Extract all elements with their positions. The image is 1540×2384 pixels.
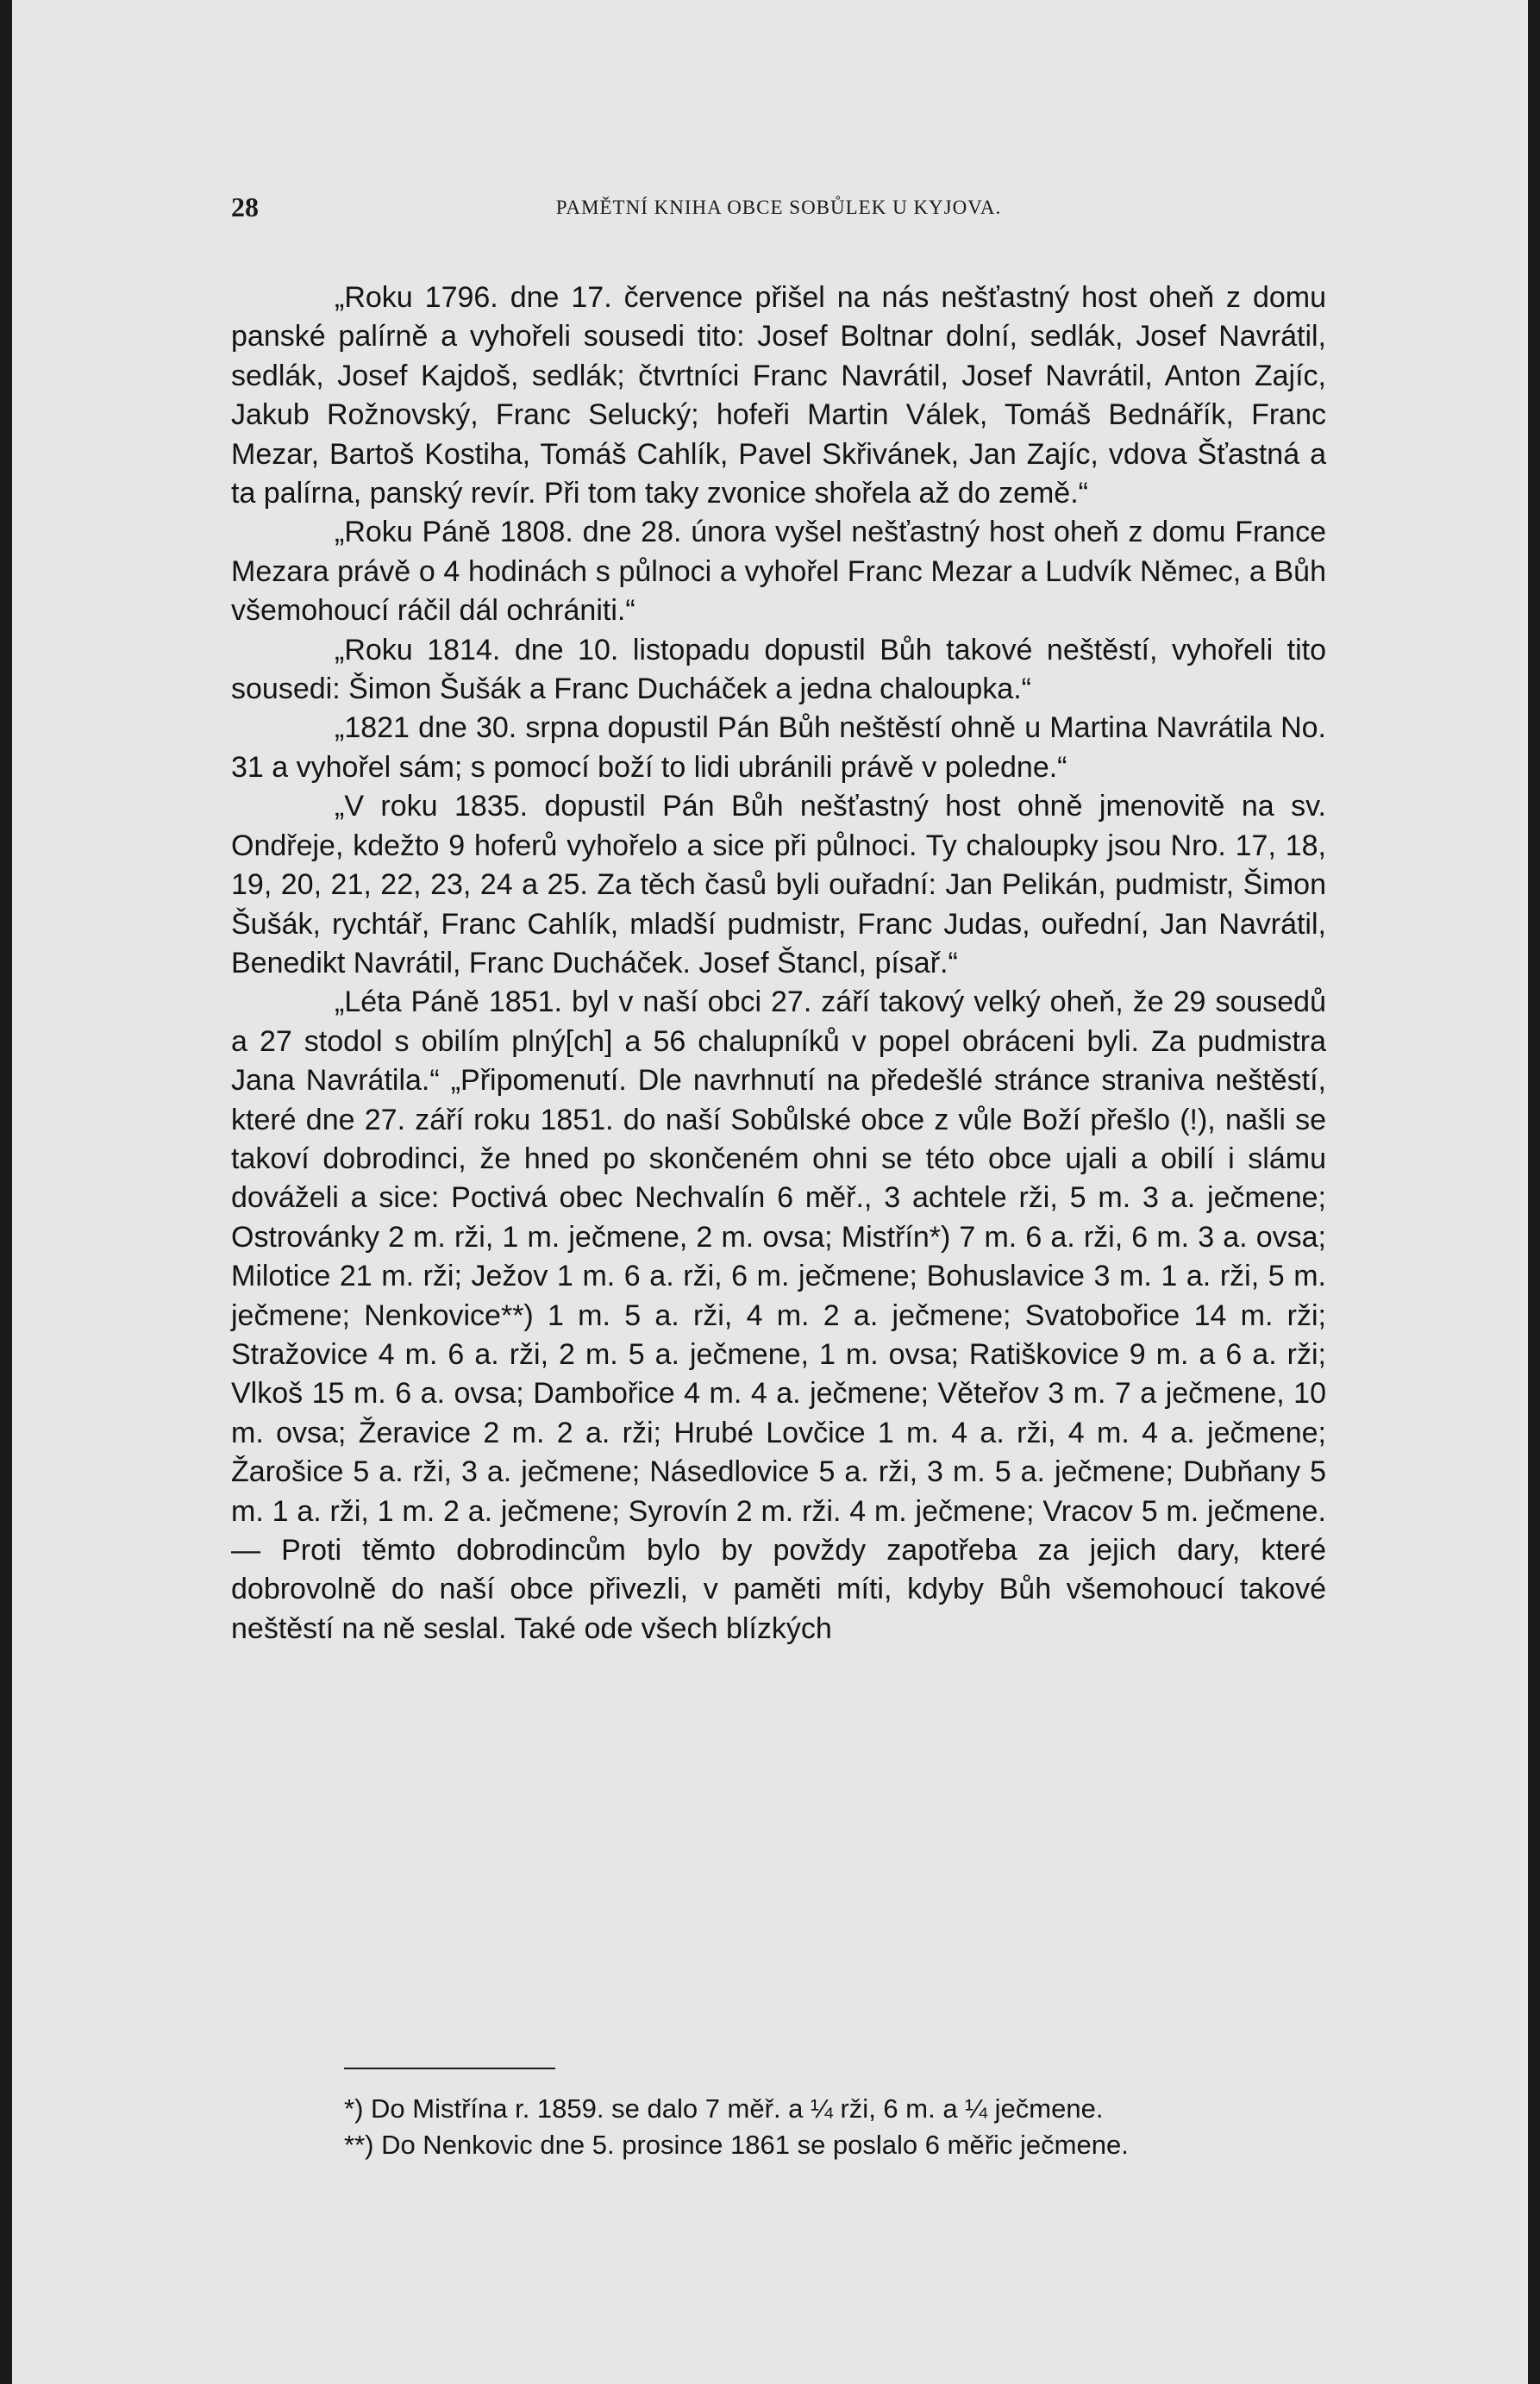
book-page (12, 0, 1528, 2384)
paragraph-1835: „V roku 1835. dopustil Pán Bůh nešťastný host ohně jmenovitě na sv. Ondřeje, kdežto 9 hoferů vyhořelo a sice při půlnoci. Ty chaloupky jsou Nro. 17, 18, 19, 20, 21, 22, 23, 24 a 25. Za těch časů byli ouřadní: Jan Pelikán, pudmistr, Šimon Šušák, rychtář, Franc Cahlík, mladší pudmistr, Franc Judas, ouřední, Jan Navrátil, Benedikt Navrátil, Franc Ducháček. Josef Štancl, písař.“ (231, 790, 1326, 979)
paragraph-1814: „Roku 1814. dne 10. listopadu dopustil Bůh takové neštěstí, vyhořeli tito sousedi: Šimon Šušák a Franc Ducháček a jedna chaloupka.“ (231, 633, 1326, 706)
running-title: PAMĚTNÍ KNIHA OBCE SOBŮLEK U KYJOVA. (555, 197, 1002, 218)
page-number: 28 (231, 191, 259, 222)
footnote-2: **) Do Nenkovic dne 5. prosince 1861 se poslalo 6 měřic ječmene. (344, 2130, 1129, 2160)
footnote-rule (344, 2068, 555, 2069)
page-header (231, 191, 1326, 226)
footnote-1: *) Do Mistřína r. 1859. se dalo 7 měř. a ¼ rži, 6 m. a ¼ ječmene. (344, 2093, 1104, 2124)
paragraph-1808: „Roku Páně 1808. dne 28. února vyšel nešťastný host oheň z domu France Mezara právě o 4 hodinách s půlnoci a vyhořel Franc Mezar a Ludvík Němec, a Bůh všemohoucí ráčil dál ochrániti.“ (231, 516, 1326, 628)
body-text (231, 278, 1326, 1649)
paragraph-1821: „1821 dne 30. srpna dopustil Pán Bůh neštěstí ohně u Martina Navrátila No. 31 a vyhořel sám; s pomocí boží to lidi ubránili právě v poledne.“ (231, 711, 1326, 784)
footnotes (344, 2091, 1327, 2163)
paragraph-1796: „Roku 1796. dne 17. července přišel na nás nešťastný host oheň z domu panské palírně a vyhořeli sousedi tito: Josef Boltnar dolní, sedlák, Josef Navrátil, sedlák, Josef Kajdoš, sedlák; čtvrtníci Franc Navrátil, Josef Navrátil, Anton Zajíc, Jakub Rožnovský, Franc Selucký; hofeři Martin Válek, Tomáš Bednářík, Franc Mezar, Bartoš Kostiha, Tomáš Cahlík, Pavel Skřivánek, Jan Zajíc, vdova Šťastná a ta palírna, panský revír. Při tom taky zvonice shořela až do země.“ (231, 281, 1326, 510)
paragraph-1851: „Léta Páně 1851. byl v naší obci 27. září takový velký oheň, že 29 sousedů a 27 stodol s obilím plný[ch] a 56 chalupníků v popel obráceni byli. Za pudmistra Jana Navrátila.“ „Připomenutí. Dle navrhnutí na předešlé stránce straniva neštěstí, které dne 27. září roku 1851. do naší Sobůlské obce z vůle Boží přešlo (!), našli se takoví dobrodinci, že hned po skončeném ohni se této obce ujali a obilí i slámu dováželi a sice: Poctivá obec Nechvalín 6 měř., 3 achtele rži, 5 m. 3 a. ječmene; Ostrovánky 2 m. rži, 1 m. ječmene, 2 m. ovsa; Mistřín*) 7 m. 6 a. rži, 6 m. 3 a. ovsa; Milotice 21 m. rži; Ježov 1 m. 6 a. rži, 6 m. ječmene; Bohuslavice 3 m. 1 a. rži, 5 m. ječmene; Nenkovice**) 1 m. 5 a. rži, 4 m. 2 a. ječmene; Svatobořice 14 m. rži; Stražovice 4 m. 6 a. rži, 2 m. 5 a. ječmene, 1 m. ovsa; Ratiškovice 9 m. a 6 a. rži; Vlkoš 15 m. 6 a. ovsa; Dambořice 4 m. 4 a. ječmene; Věteřov 3 m. 7 a ječmene, 10 m. ovsa; Žeravice 2 m. 2 a. rži; Hrubé Lovčice 1 m. 4 a. rži, 4 m. 4 a. ječmene; Žarošice 5 a. rži, 3 a. ječmene; Násedlovice 5 a. rži, 3 m. 5 a. ječmene; Dubňany 5 m. 1 a. rži, 1 m. 2 a. ječmene; Syrovín 2 m. rži. 4 m. ječmene; Vracov 5 m. ječmene. — Proti těmto dobrodincům bylo by povždy zapotřeba za jejich dary, které dobrovolně do naší obce přivezli, v paměti míti, kdyby Bůh všemohoucí takové neštěstí na ně seslal. Také ode všech blízkých (231, 986, 1326, 1645)
